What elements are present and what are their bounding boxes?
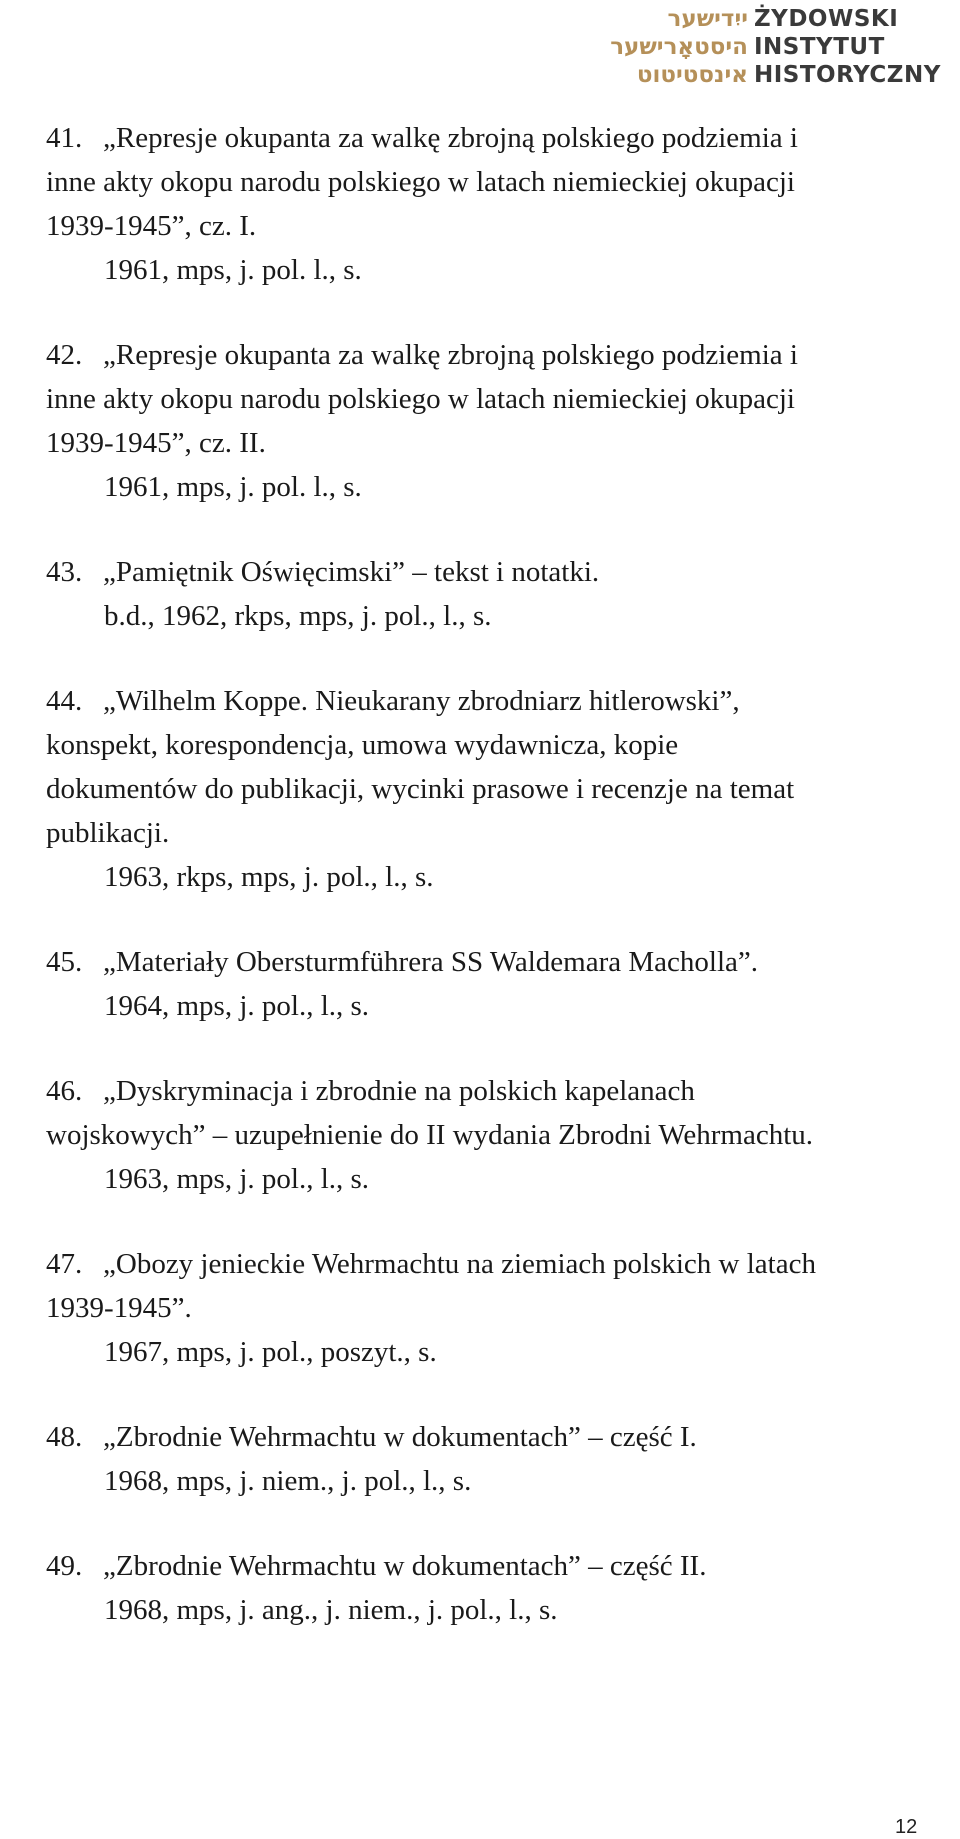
entry-title-text: „Zbrodnie Wehrmachtu w dokumentach” – część I. [103, 1421, 697, 1453]
catalog-entry [46, 679, 926, 899]
entry-number: 41. [46, 122, 83, 154]
catalog-entry [46, 1415, 926, 1503]
entry-title-line: 1939-1945”, cz. II. [46, 427, 266, 459]
entry-title-text: „Zbrodnie Wehrmachtu w dokumentach” – część II. [103, 1550, 707, 1582]
entry-title-line [46, 1544, 926, 1588]
entry-title-line [46, 940, 926, 984]
logo-polish-line-3: HISTORYCZNY [754, 62, 941, 88]
catalog-entry [46, 1069, 926, 1201]
entry-meta: b.d., 1962, rkps, mps, j. pol., l., s. [104, 600, 492, 632]
logo-polish-line-1: ŻYDOWSKI [754, 6, 899, 32]
entry-title-line: wojskowych” – uzupełnienie do II wydania Zbrodni Wehrmachtu. [46, 1119, 814, 1151]
entry-title-line [46, 1415, 926, 1459]
entry-title-text: „Represje okupanta za walkę zbrojną polskiego podziemia i [103, 339, 798, 371]
entry-number: 47. [46, 1248, 83, 1280]
page-number: 12 [895, 1816, 918, 1838]
entry-title-line [46, 1069, 926, 1113]
catalog-entry [46, 550, 926, 638]
entry-title-text: „Materiały Obersturmführera SS Waldemara Macholla”. [103, 946, 759, 978]
entry-meta: 1963, rkps, mps, j. pol., l., s. [104, 861, 434, 893]
entry-meta: 1961, mps, j. pol. l., s. [104, 254, 362, 286]
entry-number: 45. [46, 946, 83, 978]
catalog-entry-list [46, 116, 926, 1673]
entry-title-line: 1939-1945”. [46, 1292, 192, 1324]
entry-title-line [46, 550, 926, 594]
catalog-entry [46, 1544, 926, 1632]
institute-logo [570, 6, 960, 92]
entry-meta: 1963, mps, j. pol., l., s. [104, 1163, 370, 1195]
catalog-entry [46, 1242, 926, 1374]
logo-yiddish-line-2: היסטאָרישער [610, 34, 748, 60]
entry-number: 43. [46, 556, 83, 588]
entry-title-line [46, 333, 926, 377]
logo-yiddish-line-1: ייִדישער [667, 6, 748, 32]
catalog-entry [46, 333, 926, 509]
entry-title-text: „Pamiętnik Oświęcimski” – tekst i notatki. [103, 556, 600, 588]
entry-meta: 1967, mps, j. pol., poszyt., s. [104, 1336, 437, 1368]
entry-title-line: konspekt, korespondencja, umowa wydawnicza, kopie [46, 729, 679, 761]
entry-title-text: „Wilhelm Koppe. Nieukarany zbrodniarz hitlerowski”, [103, 685, 740, 717]
catalog-entry [46, 940, 926, 1028]
catalog-entry [46, 116, 926, 292]
entry-title-line: inne akty okopu narodu polskiego w latach niemieckiej okupacji [46, 383, 795, 415]
entry-meta: 1968, mps, j. ang., j. niem., j. pol., l., s. [104, 1594, 558, 1626]
entry-title-line [46, 679, 926, 723]
entry-title-line: inne akty okopu narodu polskiego w latach niemieckiej okupacji [46, 166, 795, 198]
entry-title-text: „Obozy jenieckie Wehrmachtu na ziemiach polskich w latach [103, 1248, 816, 1280]
entry-title-line [46, 116, 926, 160]
entry-meta: 1968, mps, j. niem., j. pol., l., s. [104, 1465, 472, 1497]
entry-number: 42. [46, 339, 83, 371]
entry-number: 49. [46, 1550, 83, 1582]
entry-title-line: 1939-1945”, cz. I. [46, 210, 257, 242]
logo-polish-line-2: INSTYTUT [754, 34, 885, 60]
entry-meta: 1961, mps, j. pol. l., s. [104, 471, 362, 503]
entry-title-text: „Represje okupanta za walkę zbrojną polskiego podziemia i [103, 122, 798, 154]
entry-meta: 1964, mps, j. pol., l., s. [104, 990, 370, 1022]
entry-number: 44. [46, 685, 83, 717]
entry-title-line: dokumentów do publikacji, wycinki prasowe i recenzje na temat [46, 773, 795, 805]
entry-number: 46. [46, 1075, 83, 1107]
logo-yiddish-line-3: אינסטיטוט [636, 62, 748, 88]
entry-number: 48. [46, 1421, 83, 1453]
entry-title-line [46, 1242, 926, 1286]
entry-title-line: publikacji. [46, 817, 170, 849]
entry-title-text: „Dyskryminacja i zbrodnie na polskich kapelanach [103, 1075, 695, 1107]
